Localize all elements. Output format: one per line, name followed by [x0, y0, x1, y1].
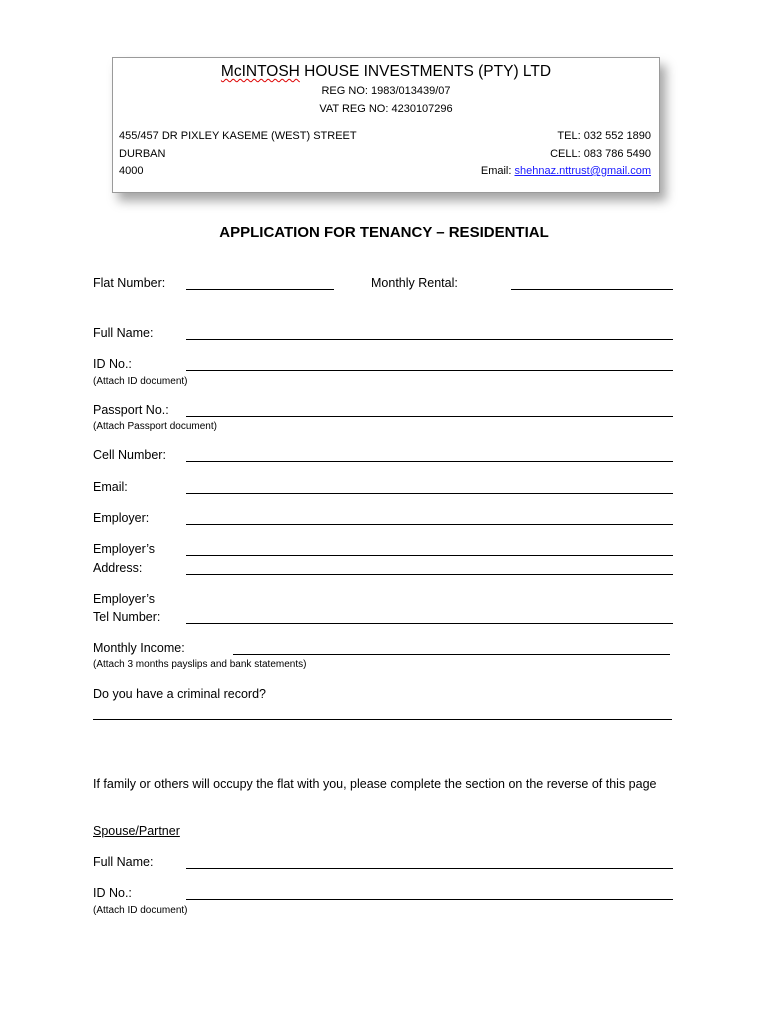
monthly-income-field[interactable] [233, 654, 670, 655]
form-title: APPLICATION FOR TENANCY – RESIDENTIAL [219, 224, 549, 241]
employer-address-label-2: Address: [93, 561, 143, 575]
employer-tel-label-1: Employer’s [93, 592, 156, 606]
flat-number-field[interactable] [186, 289, 334, 290]
employer-label: Employer: [93, 511, 150, 525]
employer-field[interactable] [186, 524, 673, 525]
spouse-attach-id-note: (Attach ID document) [93, 905, 188, 916]
cell-number-label: Cell Number: [93, 448, 166, 462]
email-field[interactable] [186, 493, 673, 494]
employer-address-field-2[interactable] [186, 574, 673, 575]
cellphone: CELL: 083 786 5490 [550, 148, 651, 160]
attach-id-note: (Attach ID document) [93, 376, 188, 387]
reg-number: REG NO: 1983/013439/07 [321, 85, 451, 97]
criminal-record-field[interactable] [93, 719, 672, 720]
spouse-full-name-field[interactable] [186, 868, 673, 869]
employer-tel-label-2: Tel Number: [93, 610, 161, 624]
criminal-record-question: Do you have a criminal record? [93, 687, 266, 701]
email-label: Email: [93, 480, 128, 494]
family-note: If family or others will occupy the flat with you, please complete the section on the reverse of this page [93, 777, 657, 791]
email-line [481, 165, 651, 177]
id-no-field[interactable] [186, 370, 673, 371]
monthly-income-label: Monthly Income: [93, 641, 185, 655]
employer-address-field-1[interactable] [186, 555, 673, 556]
full-name-field[interactable] [186, 339, 673, 340]
spouse-id-no-field[interactable] [186, 899, 673, 900]
id-no-label: ID No.: [93, 357, 132, 371]
spouse-id-no-label: ID No.: [93, 886, 132, 900]
email-label: Email: [480, 165, 512, 177]
email-link[interactable]: shehnaz.nttrust@gmail.com [514, 165, 651, 177]
address-line-3: 4000 [119, 165, 144, 177]
address-line-2: DURBAN [119, 148, 166, 160]
cell-number-field[interactable] [186, 461, 673, 462]
vat-reg-number: VAT REG NO: 4230107296 [319, 103, 453, 115]
spouse-full-name-label: Full Name: [93, 855, 154, 869]
spouse-heading: Spouse/Partner [93, 824, 180, 838]
telephone: TEL: 032 552 1890 [557, 130, 651, 142]
monthly-rental-label: Monthly Rental: [371, 276, 458, 290]
company-name-prefix: McINTOSH [220, 63, 300, 80]
passport-no-label: Passport No.: [93, 403, 169, 417]
monthly-rental-field[interactable] [511, 289, 673, 290]
passport-no-field[interactable] [186, 416, 673, 417]
attach-passport-note: (Attach Passport document) [93, 421, 217, 432]
employer-tel-field[interactable] [186, 623, 673, 624]
flat-number-label: Flat Number: [93, 276, 166, 290]
address-line-1: 455/457 DR PIXLEY KASEME (WEST) STREET [119, 130, 357, 142]
letterhead-box [112, 57, 660, 193]
full-name-label: Full Name: [93, 326, 154, 340]
company-name-rest: HOUSE INVESTMENTS (PTY) LTD [299, 63, 552, 80]
attach-payslips-note: (Attach 3 months payslips and bank statements) [93, 659, 307, 670]
employer-address-label-1: Employer’s [93, 542, 156, 556]
company-name [113, 63, 659, 81]
